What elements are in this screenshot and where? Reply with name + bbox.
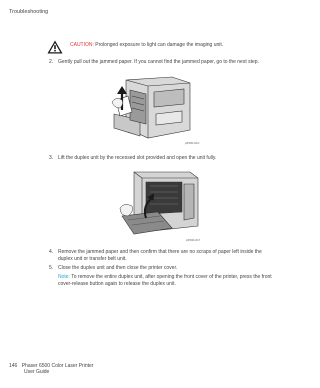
note-line-2: cover-release button again to release the duplex unit. bbox=[58, 281, 176, 287]
step-4-continuation: duplex unit or transfer belt unit. bbox=[58, 256, 127, 262]
duplex-unit-illustration bbox=[114, 168, 204, 238]
step-text: Gently pull out the jammed paper. If you cannot find the jammed paper, go to the next step. bbox=[58, 59, 259, 65]
step-number: 5. bbox=[49, 265, 54, 271]
step-5 bbox=[49, 265, 177, 272]
step-text: Remove the jammed paper and then confirm that there are no scraps of paper left inside the bbox=[58, 249, 262, 255]
caution-text: Prolonged exposure to light can damage the imaging unit. bbox=[95, 42, 224, 48]
step-2 bbox=[49, 59, 259, 66]
step-text: Lift the duplex unit by the recessed slot provided and open the unit fully. bbox=[58, 155, 217, 161]
step-number: 2. bbox=[49, 59, 54, 65]
caution-note bbox=[70, 42, 223, 48]
figure-code: p6500-010 bbox=[185, 141, 200, 145]
guide-title: User Guide bbox=[24, 369, 50, 375]
step-3 bbox=[49, 155, 216, 162]
printer-paper-jam-illustration bbox=[110, 74, 200, 142]
product-name: Phaser 6500 Color Laser Printer bbox=[21, 363, 94, 369]
footer-line-1 bbox=[9, 363, 93, 369]
running-header: Troubleshooting bbox=[9, 9, 49, 15]
step-4 bbox=[49, 249, 262, 256]
note-label: Note: bbox=[58, 274, 70, 280]
note-line-1 bbox=[58, 274, 272, 280]
note-text: To remove the entire duplex unit, after opening the front cover of the printer, press the front bbox=[71, 274, 272, 280]
warning-triangle-icon bbox=[47, 40, 63, 54]
step-text: Close the duplex unit and then close the printer cover. bbox=[58, 265, 178, 271]
page-number: 146 bbox=[9, 363, 18, 369]
step-number: 4. bbox=[49, 249, 54, 255]
figure-code: p6500-017 bbox=[186, 238, 201, 242]
step-number: 3. bbox=[49, 155, 54, 161]
caution-label: CAUTION: bbox=[70, 42, 94, 48]
